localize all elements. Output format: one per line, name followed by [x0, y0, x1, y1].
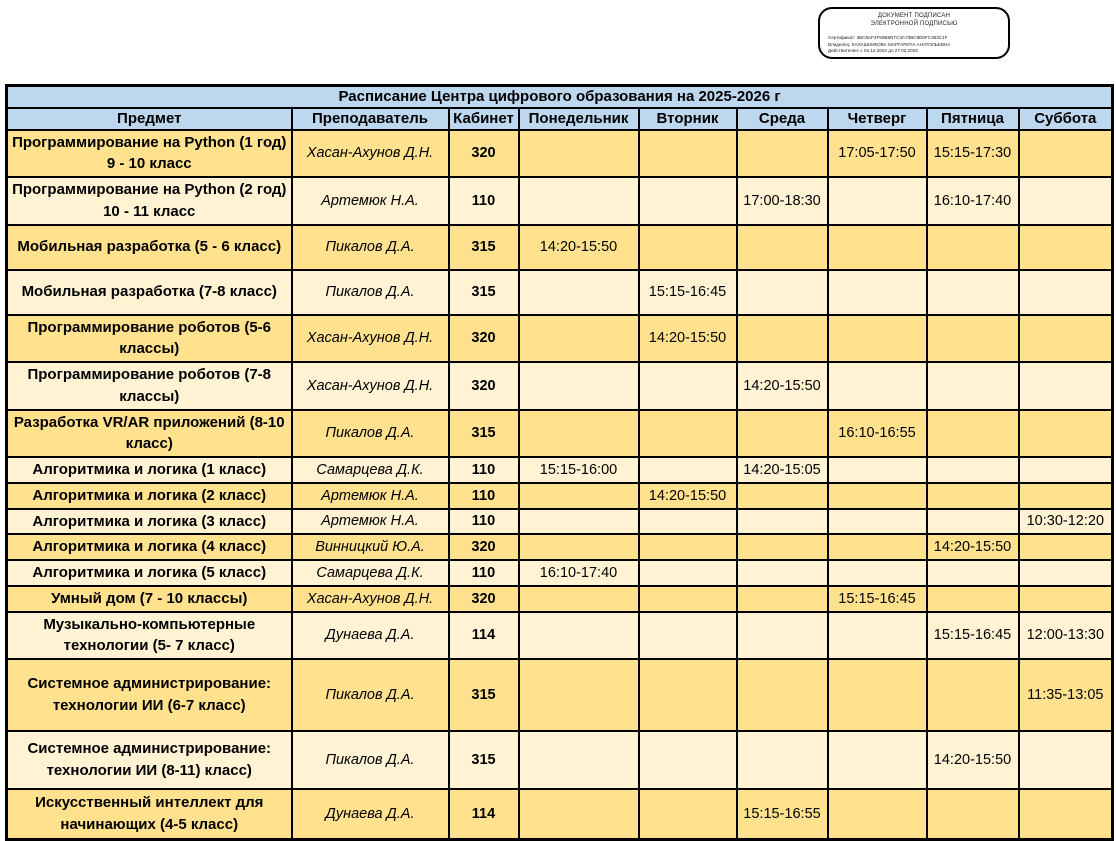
tuesday-cell: [639, 560, 737, 586]
schedule-row: [7, 457, 1113, 483]
stamp-certificate: Сертификат: 3BC8AF4F80B8NTC3A73BC8D0FC383C1F: [828, 35, 948, 41]
table-title: Расписание Центра цифрового образования на 2025-2026 г: [7, 86, 1113, 108]
room-cell: 110: [449, 177, 519, 225]
wednesday-cell: 14:20-15:50: [737, 362, 828, 410]
wednesday-cell: [737, 270, 828, 315]
monday-cell: [519, 130, 639, 178]
teacher-cell: Артемюк Н.А.: [292, 177, 449, 225]
subject-cell: Алгоритмика и логика (4 класс): [7, 534, 292, 560]
thursday-cell: [828, 457, 927, 483]
room-cell: 110: [449, 483, 519, 509]
column-header: Преподаватель: [292, 108, 449, 130]
monday-cell: [519, 586, 639, 612]
subject-cell: Алгоритмика и логика (1 класс): [7, 457, 292, 483]
thursday-cell: [828, 659, 927, 731]
wednesday-cell: [737, 483, 828, 509]
tuesday-cell: 14:20-15:50: [639, 315, 737, 363]
monday-cell: [519, 612, 639, 660]
column-header: Четверг: [828, 108, 927, 130]
teacher-cell: Хасан-Ахунов Д.Н.: [292, 586, 449, 612]
thursday-cell: 17:05-17:50: [828, 130, 927, 178]
thursday-cell: [828, 315, 927, 363]
wednesday-cell: [737, 225, 828, 270]
monday-cell: [519, 509, 639, 535]
room-cell: 320: [449, 586, 519, 612]
saturday-cell: [1019, 130, 1113, 178]
saturday-cell: 11:35-13:05: [1019, 659, 1113, 731]
thursday-cell: [828, 560, 927, 586]
column-header: Понедельник: [519, 108, 639, 130]
schedule-row: [7, 315, 1113, 363]
stamp-owner: Владелец: КАЛАШНИКОВА МАРГАРИТА АНАТОЛЬЕВНА: [828, 41, 951, 47]
subject-cell: Музыкально-компьютерные технологии (5- 7 класс): [7, 612, 292, 660]
subject-cell: Программирование роботов (5-6 классы): [7, 315, 292, 363]
thursday-cell: [828, 177, 927, 225]
column-header: Среда: [737, 108, 828, 130]
subject-cell: Мобильная разработка (7-8 класс): [7, 270, 292, 315]
tuesday-cell: [639, 659, 737, 731]
signature-stamp: [818, 7, 1010, 59]
thursday-cell: 15:15-16:45: [828, 586, 927, 612]
friday-cell: 16:10-17:40: [927, 177, 1019, 225]
thursday-cell: [828, 225, 927, 270]
subject-cell: Системное администрирование: технологии ИИ (8-11) класс): [7, 731, 292, 789]
wednesday-cell: [737, 731, 828, 789]
wednesday-cell: [737, 315, 828, 363]
friday-cell: [927, 483, 1019, 509]
thursday-cell: [828, 509, 927, 535]
tuesday-cell: [639, 534, 737, 560]
saturday-cell: 10:30-12:20: [1019, 509, 1113, 535]
monday-cell: [519, 483, 639, 509]
teacher-cell: Артемюк Н.А.: [292, 483, 449, 509]
schedule-row: [7, 612, 1113, 660]
room-cell: 315: [449, 225, 519, 270]
tuesday-cell: [639, 586, 737, 612]
friday-cell: [927, 560, 1019, 586]
thursday-cell: [828, 362, 927, 410]
teacher-cell: Пикалов Д.А.: [292, 225, 449, 270]
schedule-row: [7, 731, 1113, 789]
subject-cell: Умный дом (7 - 10 классы): [7, 586, 292, 612]
friday-cell: [927, 457, 1019, 483]
monday-cell: [519, 362, 639, 410]
thursday-cell: [828, 534, 927, 560]
room-cell: 114: [449, 789, 519, 839]
room-cell: 320: [449, 130, 519, 178]
tuesday-cell: 15:15-16:45: [639, 270, 737, 315]
wednesday-cell: 17:00-18:30: [737, 177, 828, 225]
subject-cell: Искусственный интеллект для начинающих (4-5 класс): [7, 789, 292, 839]
thursday-cell: [828, 270, 927, 315]
tuesday-cell: [639, 130, 737, 178]
room-cell: 110: [449, 457, 519, 483]
schedule-row: [7, 789, 1113, 839]
monday-cell: [519, 659, 639, 731]
saturday-cell: [1019, 225, 1113, 270]
monday-cell: [519, 731, 639, 789]
wednesday-cell: 14:20-15:05: [737, 457, 828, 483]
tuesday-cell: [639, 410, 737, 458]
column-header: Вторник: [639, 108, 737, 130]
saturday-cell: [1019, 789, 1113, 839]
schedule-body: [7, 130, 1113, 840]
wednesday-cell: [737, 130, 828, 178]
teacher-cell: Хасан-Ахунов Д.Н.: [292, 315, 449, 363]
friday-cell: 14:20-15:50: [927, 534, 1019, 560]
stamp-title-line2: ЭЛЕКТРОННОЙ ПОДПИСЬЮ: [870, 20, 958, 27]
saturday-cell: [1019, 410, 1113, 458]
thursday-cell: 16:10-16:55: [828, 410, 927, 458]
room-cell: 320: [449, 534, 519, 560]
tuesday-cell: 14:20-15:50: [639, 483, 737, 509]
thursday-cell: [828, 731, 927, 789]
tuesday-cell: [639, 177, 737, 225]
subject-cell: Мобильная разработка (5 - 6 класс): [7, 225, 292, 270]
friday-cell: [927, 789, 1019, 839]
room-cell: 110: [449, 509, 519, 535]
subject-cell: Программирование роботов (7-8 классы): [7, 362, 292, 410]
stamp-validity: Действителен: с 04.12.2024 до 27.02.2026: [828, 47, 918, 53]
schedule-row: [7, 270, 1113, 315]
saturday-cell: [1019, 315, 1113, 363]
monday-cell: [519, 315, 639, 363]
monday-cell: 15:15-16:00: [519, 457, 639, 483]
room-cell: 320: [449, 315, 519, 363]
teacher-cell: Дунаева Д.А.: [292, 612, 449, 660]
wednesday-cell: [737, 560, 828, 586]
schedule-row: [7, 560, 1113, 586]
saturday-cell: [1019, 483, 1113, 509]
saturday-cell: [1019, 270, 1113, 315]
saturday-cell: [1019, 457, 1113, 483]
saturday-cell: [1019, 560, 1113, 586]
room-cell: 315: [449, 270, 519, 315]
tuesday-cell: [639, 612, 737, 660]
saturday-cell: [1019, 586, 1113, 612]
teacher-cell: Самарцева Д.К.: [292, 457, 449, 483]
teacher-cell: Хасан-Ахунов Д.Н.: [292, 362, 449, 410]
friday-cell: [927, 410, 1019, 458]
schedule-row: [7, 362, 1113, 410]
friday-cell: [927, 509, 1019, 535]
saturday-cell: [1019, 362, 1113, 410]
stamp-title: [828, 13, 1000, 28]
schedule-row: [7, 509, 1113, 535]
saturday-cell: 12:00-13:30: [1019, 612, 1113, 660]
teacher-cell: Самарцева Д.К.: [292, 560, 449, 586]
teacher-cell: Дунаева Д.А.: [292, 789, 449, 839]
subject-cell: Алгоритмика и логика (3 класс): [7, 509, 292, 535]
teacher-cell: Пикалов Д.А.: [292, 410, 449, 458]
wednesday-cell: 15:15-16:55: [737, 789, 828, 839]
thursday-cell: [828, 789, 927, 839]
thursday-cell: [828, 483, 927, 509]
teacher-cell: Хасан-Ахунов Д.Н.: [292, 130, 449, 178]
schedule-row: [7, 586, 1113, 612]
schedule-row: [7, 534, 1113, 560]
friday-cell: [927, 586, 1019, 612]
teacher-cell: Пикалов Д.А.: [292, 270, 449, 315]
room-cell: 315: [449, 410, 519, 458]
subject-cell: Алгоритмика и логика (5 класс): [7, 560, 292, 586]
subject-cell: Программирование на Python (2 год) 10 - 11 класс: [7, 177, 292, 225]
tuesday-cell: [639, 457, 737, 483]
wednesday-cell: [737, 410, 828, 458]
thursday-cell: [828, 612, 927, 660]
teacher-cell: Винницкий Ю.А.: [292, 534, 449, 560]
schedule-row: [7, 410, 1113, 458]
tuesday-cell: [639, 789, 737, 839]
tuesday-cell: [639, 362, 737, 410]
schedule-table: [5, 84, 1114, 841]
monday-cell: [519, 789, 639, 839]
room-cell: 315: [449, 659, 519, 731]
subject-cell: Алгоритмика и логика (2 класс): [7, 483, 292, 509]
subject-cell: Разработка VR/AR приложений (8-10 класс): [7, 410, 292, 458]
monday-cell: [519, 270, 639, 315]
friday-cell: [927, 362, 1019, 410]
column-header: Кабинет: [449, 108, 519, 130]
friday-cell: 15:15-17:30: [927, 130, 1019, 178]
saturday-cell: [1019, 177, 1113, 225]
friday-cell: [927, 315, 1019, 363]
saturday-cell: [1019, 534, 1113, 560]
friday-cell: 14:20-15:50: [927, 731, 1019, 789]
schedule-row: [7, 130, 1113, 178]
schedule-row: [7, 659, 1113, 731]
friday-cell: [927, 270, 1019, 315]
teacher-cell: Артемюк Н.А.: [292, 509, 449, 535]
tuesday-cell: [639, 225, 737, 270]
teacher-cell: Пикалов Д.А.: [292, 731, 449, 789]
saturday-cell: [1019, 731, 1113, 789]
wednesday-cell: [737, 612, 828, 660]
monday-cell: [519, 410, 639, 458]
schedule-row: [7, 483, 1113, 509]
monday-cell: 14:20-15:50: [519, 225, 639, 270]
friday-cell: [927, 659, 1019, 731]
room-cell: 315: [449, 731, 519, 789]
schedule-row: [7, 177, 1113, 225]
column-header: Суббота: [1019, 108, 1113, 130]
schedule-row: [7, 225, 1113, 270]
wednesday-cell: [737, 534, 828, 560]
column-header: Пятница: [927, 108, 1019, 130]
monday-cell: 16:10-17:40: [519, 560, 639, 586]
subject-cell: Программирование на Python (1 год) 9 - 10 класс: [7, 130, 292, 178]
monday-cell: [519, 177, 639, 225]
friday-cell: 15:15-16:45: [927, 612, 1019, 660]
teacher-cell: Пикалов Д.А.: [292, 659, 449, 731]
column-header-row: [7, 108, 1113, 130]
title-row: [7, 86, 1113, 108]
wednesday-cell: [737, 509, 828, 535]
stamp-title-line1: ДОКУМЕНТ ПОДПИСАН: [877, 13, 951, 19]
wednesday-cell: [737, 586, 828, 612]
monday-cell: [519, 534, 639, 560]
subject-cell: Системное администрирование: технологии ИИ (6-7 класс): [7, 659, 292, 731]
column-header: Предмет: [7, 108, 292, 130]
room-cell: 320: [449, 362, 519, 410]
room-cell: 110: [449, 560, 519, 586]
room-cell: 114: [449, 612, 519, 660]
stamp-info: [828, 35, 1000, 54]
tuesday-cell: [639, 509, 737, 535]
wednesday-cell: [737, 659, 828, 731]
friday-cell: [927, 225, 1019, 270]
tuesday-cell: [639, 731, 737, 789]
